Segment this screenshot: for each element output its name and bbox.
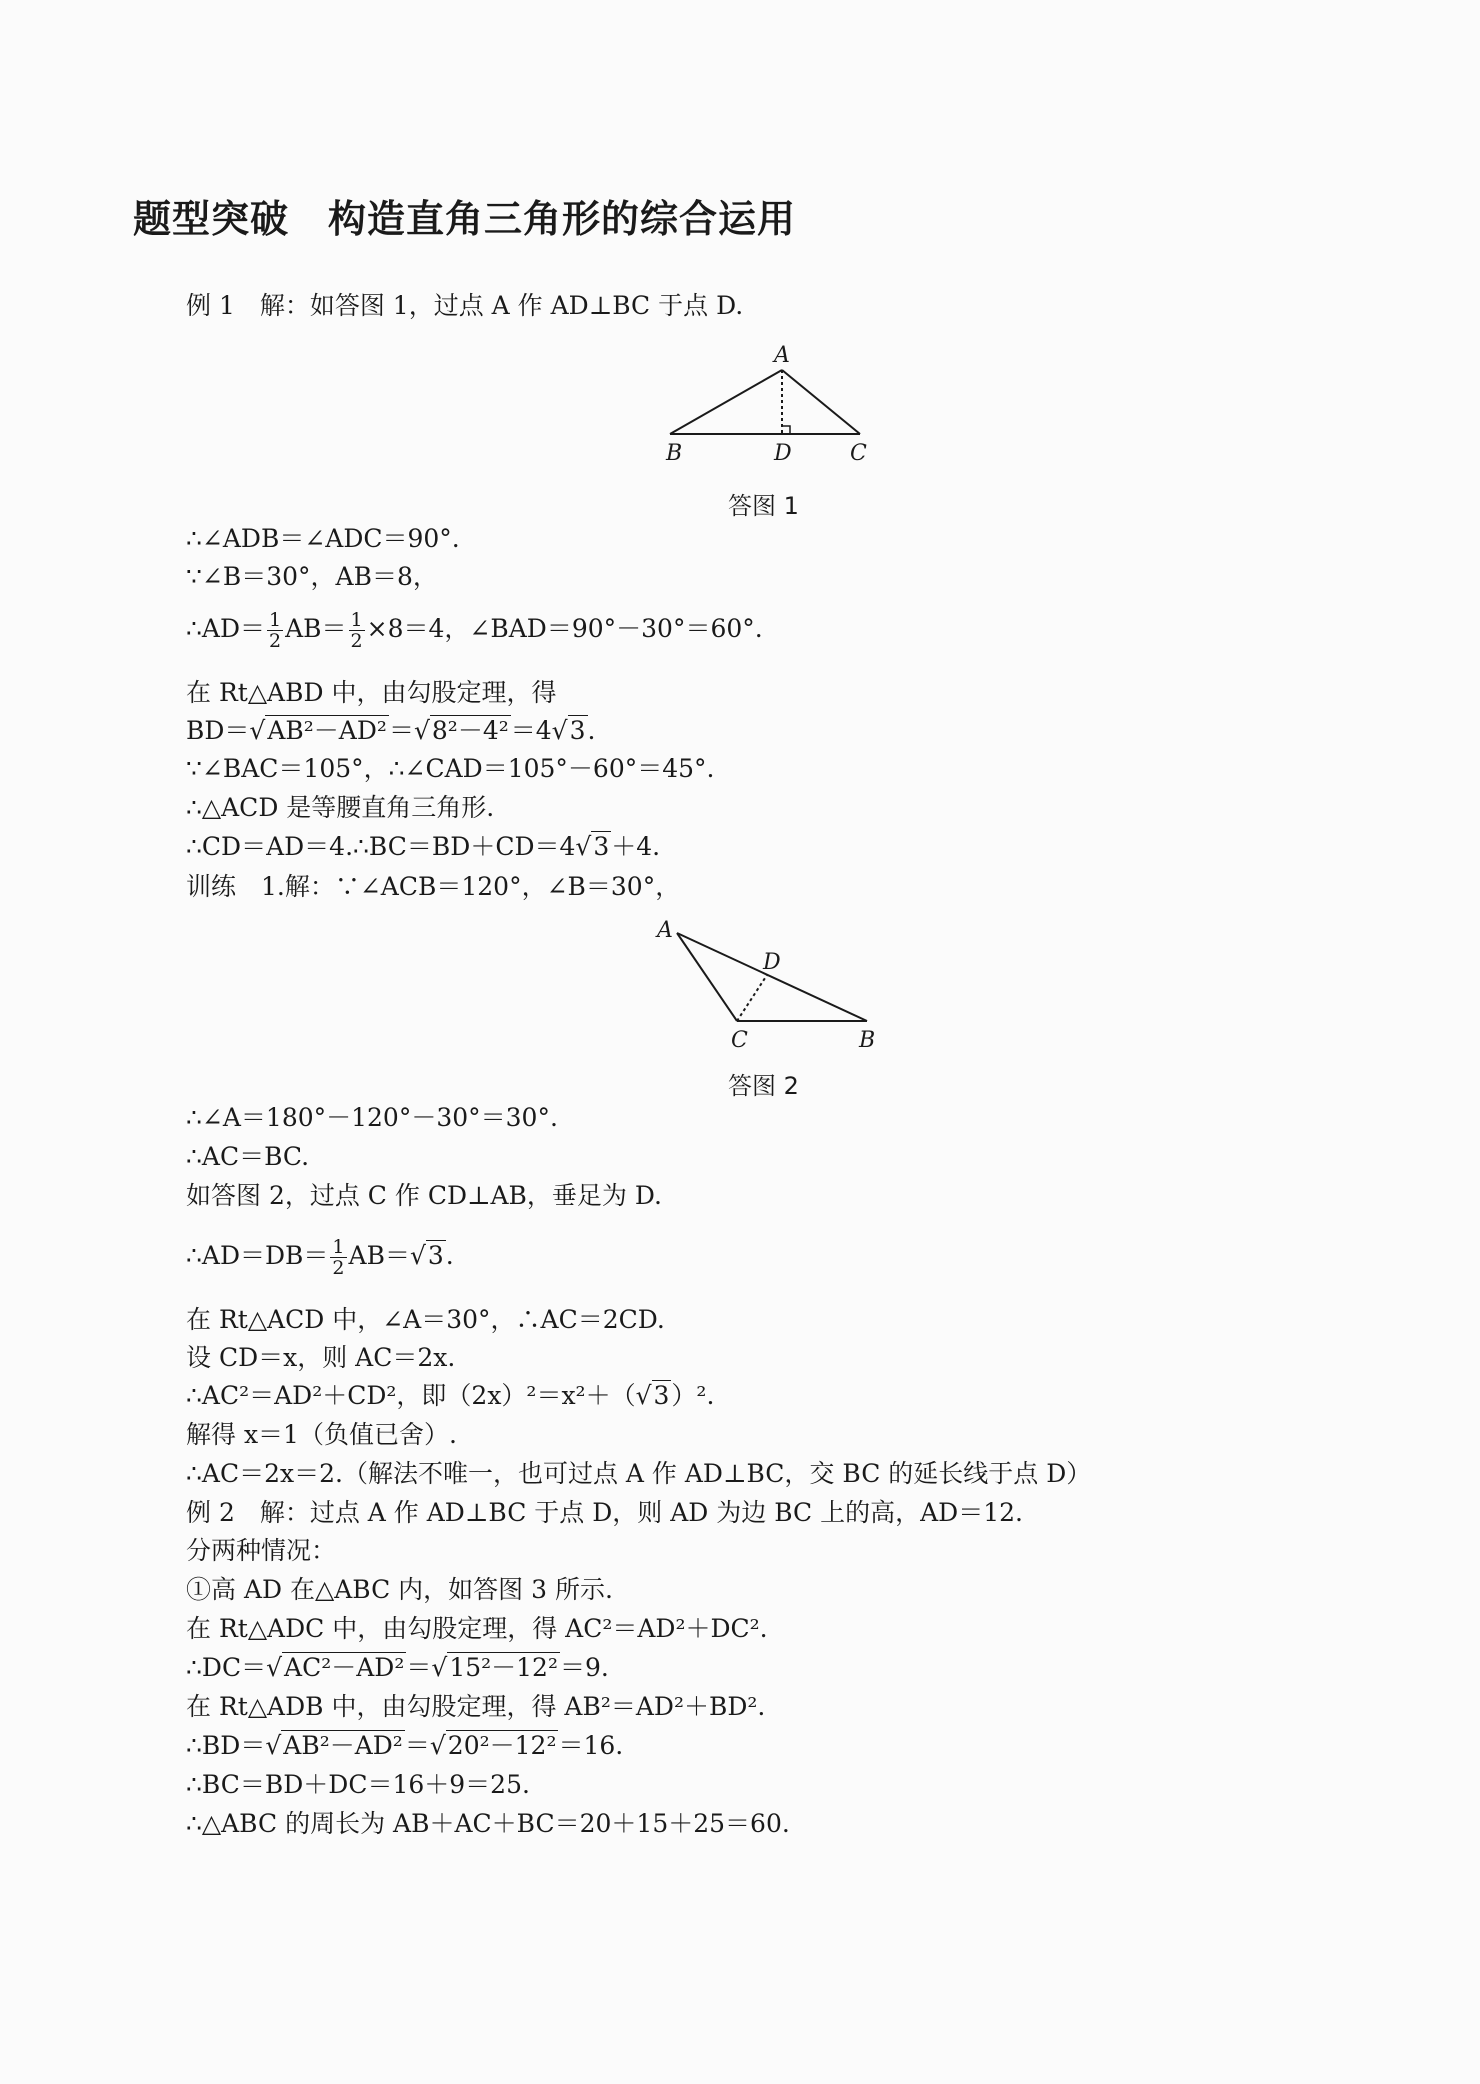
line-07: ∵∠BAC＝105°，∴∠CAD＝105°－60°＝45°. [186, 754, 715, 783]
figure-2-caption: 答图 2 [728, 1072, 799, 1100]
line-08: ∴△ACD 是等腰直角三角形. [186, 793, 495, 822]
line-28: ∴△ABC 的周长为 AB＋AC＋BC＝20＋15＋25＝60. [186, 1809, 790, 1838]
line-19: ∴AC＝2x＝2.（解法不唯一，也可过点 A 作 AD⊥BC，交 BC 的延长线于点 D） [186, 1459, 1092, 1488]
label-b: B [666, 441, 683, 466]
label-a: A [657, 918, 673, 943]
line-18: 解得 x＝1（负值已舍）. [186, 1420, 457, 1449]
example1-line: 例 1 解：如答图 1，过点 A 作 AD⊥BC 于点 D. [186, 291, 744, 320]
line-05: 在 Rt△ABD 中，由勾股定理，得 [186, 678, 557, 707]
sqrt-expression: √AB²－AD² [265, 1731, 403, 1760]
fraction-half: $\frac{1}{2}$ [332, 1236, 345, 1279]
figure-2 [655, 915, 885, 1059]
line-22: ①高 AD 在△ABC 内，如答图 3 所示. [186, 1575, 613, 1604]
line-24: ∴DC＝√AC²－AD²＝√15²－12²＝9. [186, 1653, 609, 1682]
fraction-half: $\frac{1}{2}$ [269, 609, 282, 652]
sqrt-expression: √3 [575, 832, 610, 861]
label-d: D [763, 950, 781, 975]
line-13: 如答图 2，过点 C 作 CD⊥AB，垂足为 D. [186, 1181, 662, 1210]
line-12: ∴AC＝BC. [186, 1142, 310, 1171]
line-27: ∴BC＝BD＋DC＝16＋9＝25. [186, 1770, 530, 1799]
page-title: 题型突破 构造直角三角形的综合运用 [133, 197, 797, 241]
figure-1-caption: 答图 1 [728, 492, 799, 520]
sqrt-expression: √AB²－AD² [249, 716, 387, 745]
sqrt-expression: √3 [409, 1241, 444, 1270]
label-c: C [731, 1028, 748, 1053]
sqrt-expression: √3 [635, 1381, 670, 1410]
sqrt-expression: √8²－4² [413, 716, 509, 745]
sqrt-expression: √15²－12² [431, 1653, 558, 1682]
fraction-half: $\frac{1}{2}$ [350, 609, 363, 652]
label-d: D [774, 441, 792, 466]
sqrt-expression: √AC²－AD² [266, 1653, 405, 1682]
figure-1 [660, 340, 880, 474]
line-06: BD＝√AB²－AD²＝√8²－4²＝4√3. [186, 716, 596, 745]
practice-line: 训练 1.解：∵∠ACB＝120°，∠B＝30°， [186, 872, 681, 901]
altitude-cd [737, 975, 767, 1021]
segment-ac [782, 370, 860, 434]
triangle-diagram-2 [655, 915, 885, 1055]
line-21: 分两种情况： [186, 1536, 337, 1565]
right-angle-mark [782, 426, 790, 434]
line-25: 在 Rt△ADB 中，由勾股定理，得 AB²＝AD²＋BD². [186, 1692, 766, 1721]
line-15: 在 Rt△ACD 中，∠A＝30°，∴AC＝2CD. [186, 1305, 665, 1334]
line-16: 设 CD＝x，则 AC＝2x. [186, 1343, 456, 1372]
triangle-diagram-1 [660, 340, 880, 470]
label-a: A [774, 343, 790, 368]
label-b: B [859, 1028, 876, 1053]
line-11: ∴∠A＝180°－120°－30°＝30°. [186, 1103, 558, 1132]
sqrt-expression: √20²－12² [429, 1731, 557, 1760]
sqrt-expression: √3 [551, 716, 586, 745]
line-09: ∴CD＝AD＝4.∴BC＝BD＋CD＝4√3＋4. [186, 832, 661, 861]
line-03: ∵∠B＝30°，AB＝8， [186, 562, 438, 591]
line-26: ∴BD＝√AB²－AD²＝√20²－12²＝16. [186, 1731, 624, 1760]
example2-line: 例 2 解：过点 A 作 AD⊥BC 于点 D，则 AD 为边 BC 上的高，AD＝12. [186, 1498, 1023, 1527]
segment-ab [670, 370, 782, 434]
line-02: ∴∠ADB＝∠ADC＝90°. [186, 524, 460, 553]
line-17: ∴AC²＝AD²＋CD²，即（2x）²＝x²＋（√3）². [186, 1381, 715, 1410]
line-23: 在 Rt△ADC 中，由勾股定理，得 AC²＝AD²＋DC². [186, 1614, 768, 1643]
line-14: ∴AD＝DB＝ $\frac{1}{2}$ AB＝√3. [186, 1236, 454, 1279]
line-04: ∴AD＝ $\frac{1}{2}$ AB＝ $\frac{1}{2}$ ×8＝4，∠BAD＝90°－30°＝60°. [186, 609, 763, 652]
label-c: C [850, 441, 867, 466]
segment-ab [677, 933, 867, 1021]
